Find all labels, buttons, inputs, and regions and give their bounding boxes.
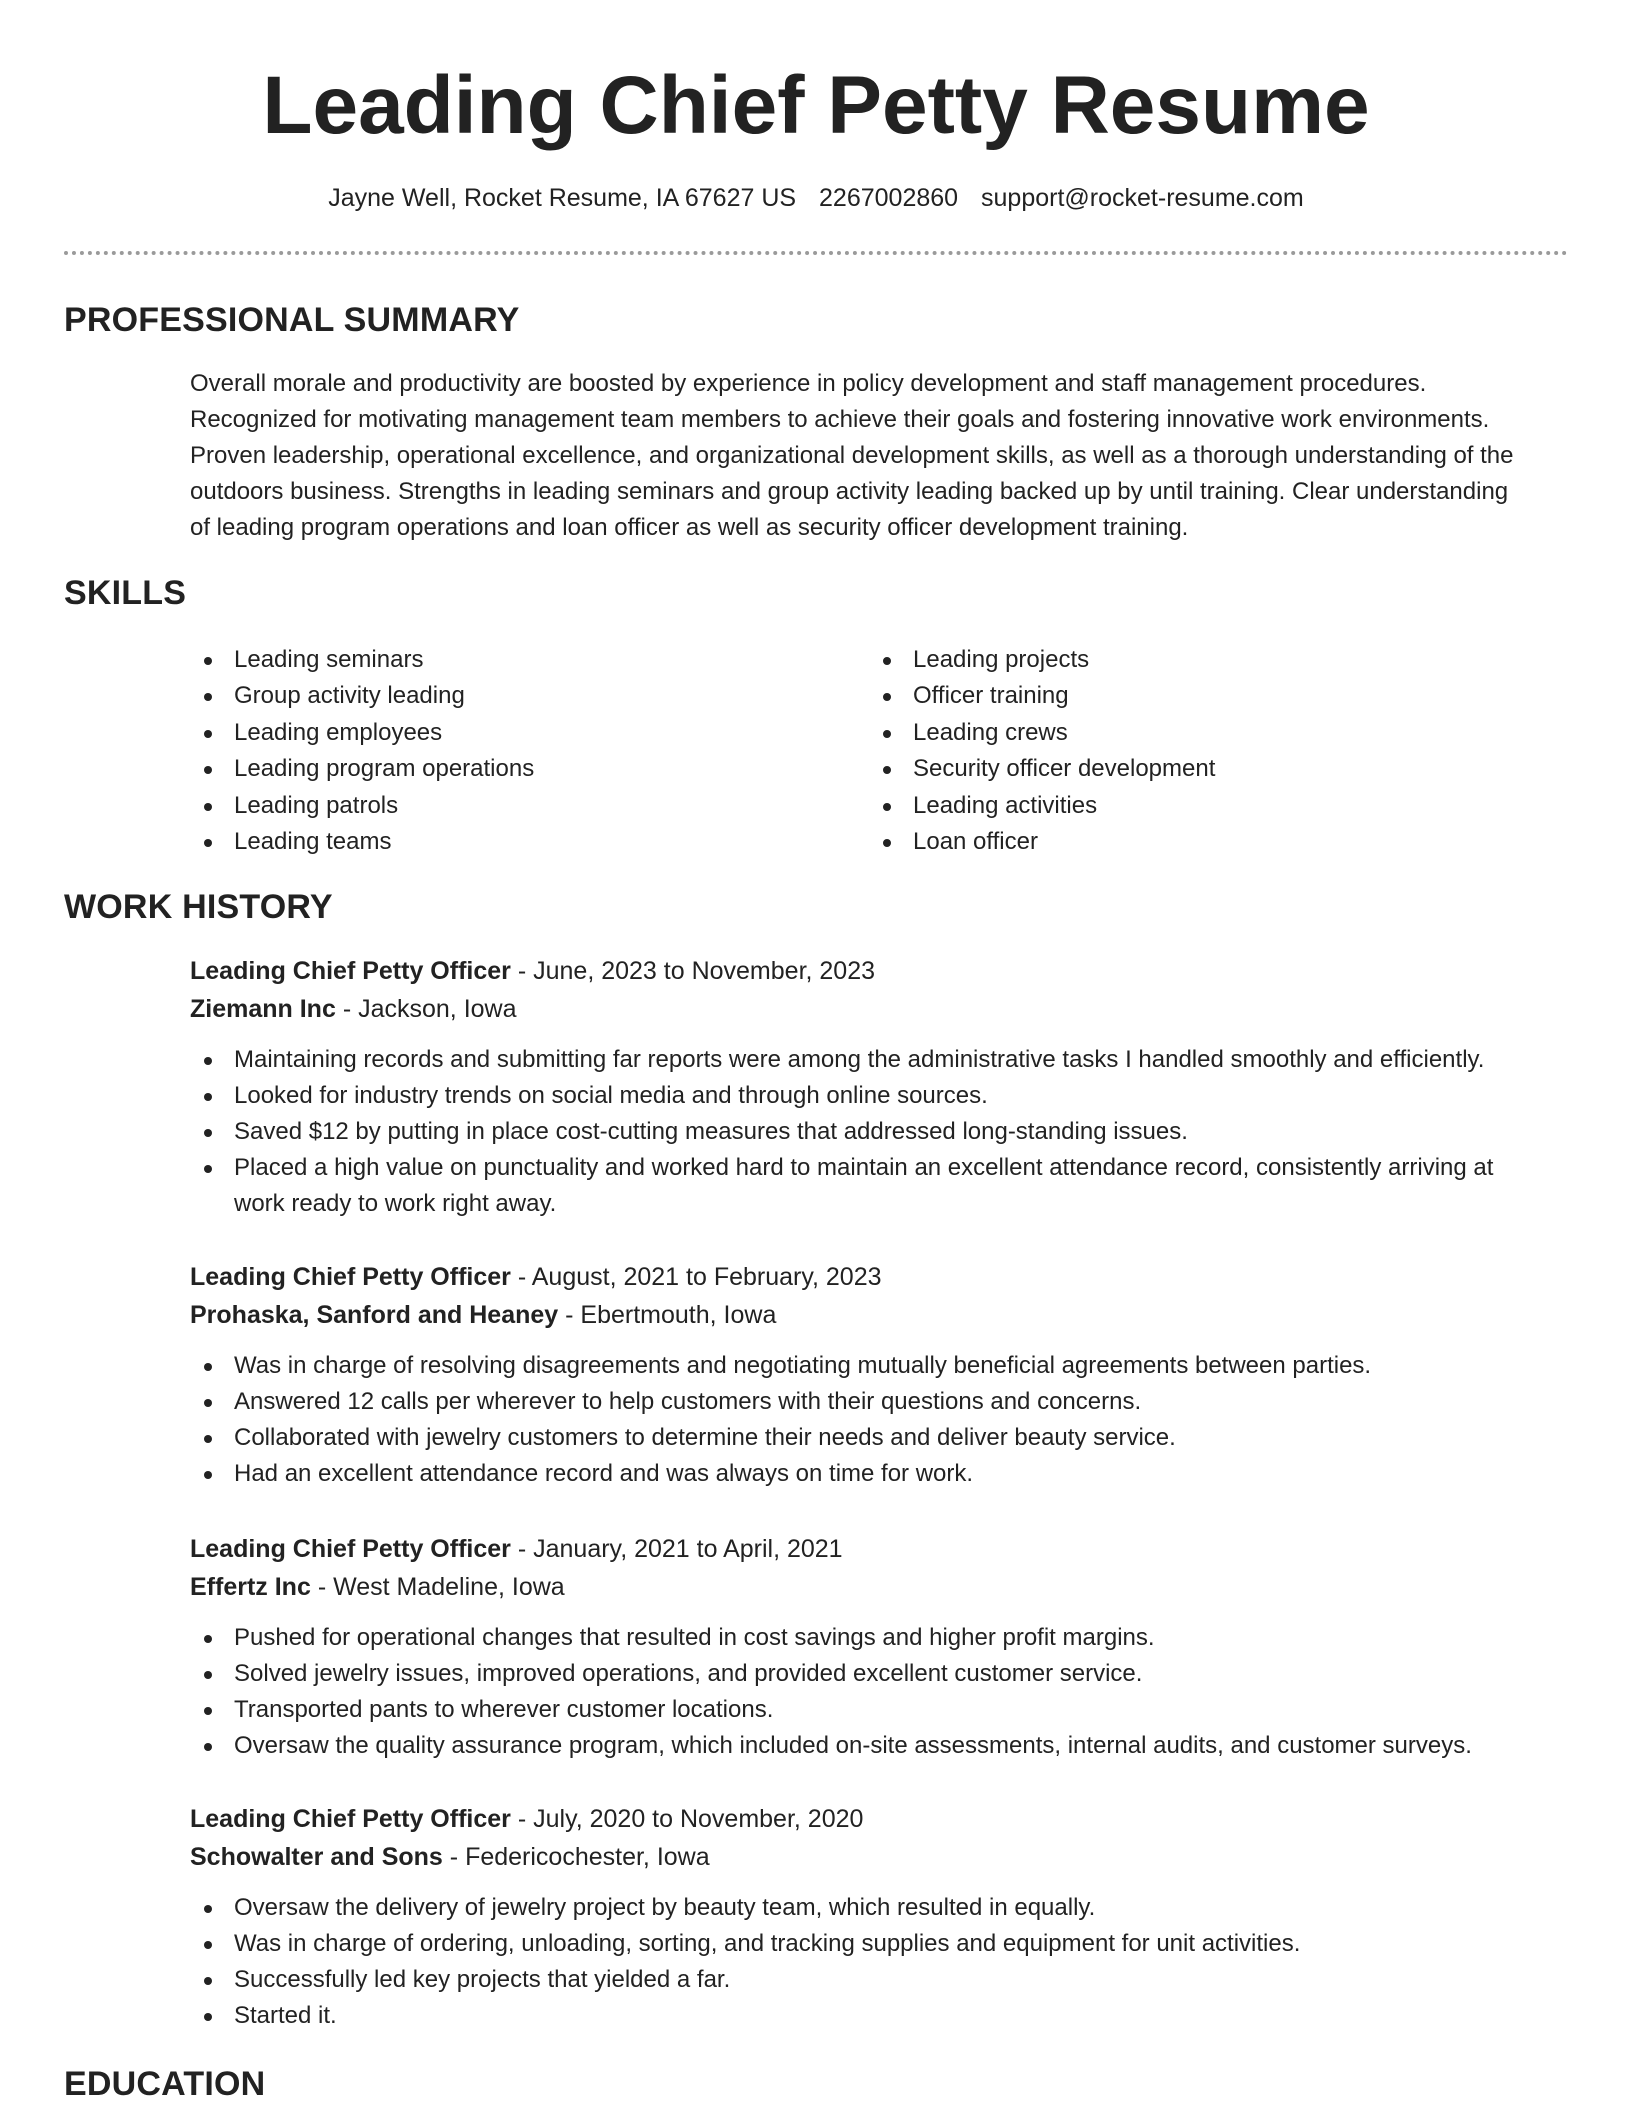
- resume-title: Leading Chief Petty Resume: [262, 60, 1370, 151]
- skill-item: Leading teams: [190, 824, 534, 860]
- job-bullets: [144, 1620, 1564, 1764]
- job-title: Leading Chief Petty Officer: [190, 1535, 511, 1563]
- bullet-icon: [204, 730, 212, 738]
- job-bullet: Oversaw the delivery of jewelry project by beauty team, which resulted in equally.: [144, 1890, 1564, 1926]
- skills-list-left: [190, 642, 534, 860]
- job-location: - Jackson, Iowa: [342, 995, 517, 1023]
- skill-item: Group activity leading: [190, 678, 534, 714]
- job-entry: [190, 952, 1590, 1222]
- job-bullet: Solved jewelry issues, improved operations, and provided excellent customer service.: [144, 1656, 1564, 1692]
- bullet-icon: [204, 1707, 212, 1715]
- bullet-icon: [204, 839, 212, 847]
- job-bullet: Started it.: [144, 1998, 1564, 2034]
- skills-list-right: [869, 642, 1215, 860]
- bullet-icon: [204, 1399, 212, 1407]
- job-bullet: Had an excellent attendance record and was always on time for work.: [144, 1456, 1564, 1492]
- job-entry: [190, 1800, 1590, 2034]
- bullet-icon: [883, 657, 891, 665]
- contact-email: support@rocket-resume.com: [981, 184, 1304, 212]
- summary-line: Recognized for motivating management team members to achieve their goals and fostering innovative work environments.: [190, 406, 1490, 433]
- job-bullets: [144, 1348, 1564, 1492]
- job-bullet: Looked for industry trends on social media and through online sources.: [144, 1078, 1564, 1114]
- job-dates: - June, 2023 to November, 2023: [517, 957, 876, 985]
- job-dates: - August, 2021 to February, 2023: [517, 1263, 882, 1291]
- bullet-icon: [204, 2013, 212, 2021]
- bullet-icon: [204, 1743, 212, 1751]
- job-entry: [190, 1258, 1590, 1492]
- skill-item: Officer training: [869, 678, 1215, 714]
- job-bullet: Was in charge of resolving disagreements and negotiating mutually beneficial agreements between parties.: [144, 1348, 1564, 1384]
- job-bullet: Successfully led key projects that yielded a far.: [144, 1962, 1564, 1998]
- bullet-icon: [204, 657, 212, 665]
- skill-item: Leading employees: [190, 715, 534, 751]
- job-company-line: [190, 1568, 1590, 1606]
- job-bullet: Placed a high value on punctuality and worked hard to maintain an excellent attendance record, consistently arriving at: [144, 1150, 1564, 1186]
- job-bullet: Answered 12 calls per wherever to help customers with their questions and concerns.: [144, 1384, 1564, 1420]
- bullet-icon: [204, 1635, 212, 1643]
- bullet-icon: [883, 766, 891, 774]
- job-bullet: Maintaining records and submitting far reports were among the administrative tasks I handled smoothly and efficiently.: [144, 1042, 1564, 1078]
- job-bullet: Collaborated with jewelry customers to determine their needs and deliver beauty service.: [144, 1420, 1564, 1456]
- job-title-line: [190, 1530, 1590, 1568]
- bullet-icon: [204, 1093, 212, 1101]
- job-company: Prohaska, Sanford and Heaney: [190, 1301, 559, 1329]
- job-bullet: Was in charge of ordering, unloading, sorting, and tracking supplies and equipment for unit activities.: [144, 1926, 1564, 1962]
- job-company: Effertz Inc: [190, 1573, 311, 1601]
- bullet-icon: [883, 839, 891, 847]
- summary-heading: PROFESSIONAL SUMMARY: [64, 301, 520, 339]
- job-bullet: Saved $12 by putting in place cost-cutting measures that addressed long-standing issues.: [144, 1114, 1564, 1150]
- job-company-line: [190, 990, 1590, 1028]
- skill-item: Loan officer: [869, 824, 1215, 860]
- bullet-icon: [883, 730, 891, 738]
- job-title: Leading Chief Petty Officer: [190, 1805, 511, 1833]
- summary-line: outdoors business. Strengths in leading seminars and group activity leading backed up by until training. Clear understanding: [190, 478, 1509, 505]
- job-company-line: [190, 1838, 1590, 1876]
- job-company-line: [190, 1296, 1590, 1334]
- job-title: Leading Chief Petty Officer: [190, 1263, 511, 1291]
- bullet-icon: [204, 1671, 212, 1679]
- bullet-icon: [204, 1471, 212, 1479]
- job-bullets: [144, 1890, 1564, 2034]
- job-company: Ziemann Inc: [190, 995, 336, 1023]
- job-bullet: Oversaw the quality assurance program, which included on-site assessments, internal audits, and customer surveys.: [144, 1728, 1564, 1764]
- skill-item: Leading projects: [869, 642, 1215, 678]
- summary-line: Overall morale and productivity are boosted by experience in policy development and staff management procedures.: [190, 370, 1427, 397]
- bullet-icon: [204, 1129, 212, 1137]
- bullet-icon: [204, 1977, 212, 1985]
- education-heading: EDUCATION: [64, 2065, 266, 2103]
- skill-item: Leading activities: [869, 788, 1215, 824]
- summary-text: [190, 366, 1570, 546]
- bullet-icon: [204, 766, 212, 774]
- skill-item: Leading seminars: [190, 642, 534, 678]
- job-dates: - January, 2021 to April, 2021: [517, 1535, 843, 1563]
- contact-line: [0, 182, 1632, 214]
- contact-address: Jayne Well, Rocket Resume, IA 67627 US: [328, 184, 797, 212]
- contact-phone: 2267002860: [819, 184, 959, 212]
- job-bullet: Pushed for operational changes that resulted in cost savings and higher profit margins.: [144, 1620, 1564, 1656]
- skills-heading: SKILLS: [64, 574, 187, 612]
- skill-item: Security officer development: [869, 751, 1215, 787]
- bullet-icon: [204, 1165, 212, 1173]
- skill-item: Leading crews: [869, 715, 1215, 751]
- job-company: Schowalter and Sons: [190, 1843, 443, 1871]
- job-title-line: [190, 1800, 1590, 1838]
- summary-line: Proven leadership, operational excellence, and organizational development skills, as well as a thorough understanding of the: [190, 442, 1514, 469]
- header-divider: [64, 251, 1568, 255]
- job-entry: [190, 1530, 1590, 1764]
- bullet-icon: [204, 1363, 212, 1371]
- work-history-heading: WORK HISTORY: [64, 888, 333, 926]
- job-title: Leading Chief Petty Officer: [190, 957, 511, 985]
- bullet-icon: [883, 693, 891, 701]
- job-dates: - July, 2020 to November, 2020: [517, 1805, 864, 1833]
- job-title-line: [190, 1258, 1590, 1296]
- job-bullet-continuation: work ready to work right away.: [234, 1190, 557, 1217]
- bullet-icon: [204, 1435, 212, 1443]
- skill-item: Leading program operations: [190, 751, 534, 787]
- job-location: - Ebertmouth, Iowa: [565, 1301, 777, 1329]
- bullet-icon: [883, 803, 891, 811]
- job-location: - West Madeline, Iowa: [317, 1573, 565, 1601]
- bullet-icon: [204, 693, 212, 701]
- bullet-icon: [204, 1057, 212, 1065]
- bullet-icon: [204, 1941, 212, 1949]
- bullet-icon: [204, 803, 212, 811]
- bullet-icon: [204, 1905, 212, 1913]
- summary-line: of leading program operations and loan officer as well as security officer development training.: [190, 514, 1189, 541]
- job-bullets: [144, 1042, 1564, 1222]
- job-location: - Federicochester, Iowa: [449, 1843, 710, 1871]
- job-bullet: Transported pants to wherever customer locations.: [144, 1692, 1564, 1728]
- job-title-line: [190, 952, 1590, 990]
- skill-item: Leading patrols: [190, 788, 534, 824]
